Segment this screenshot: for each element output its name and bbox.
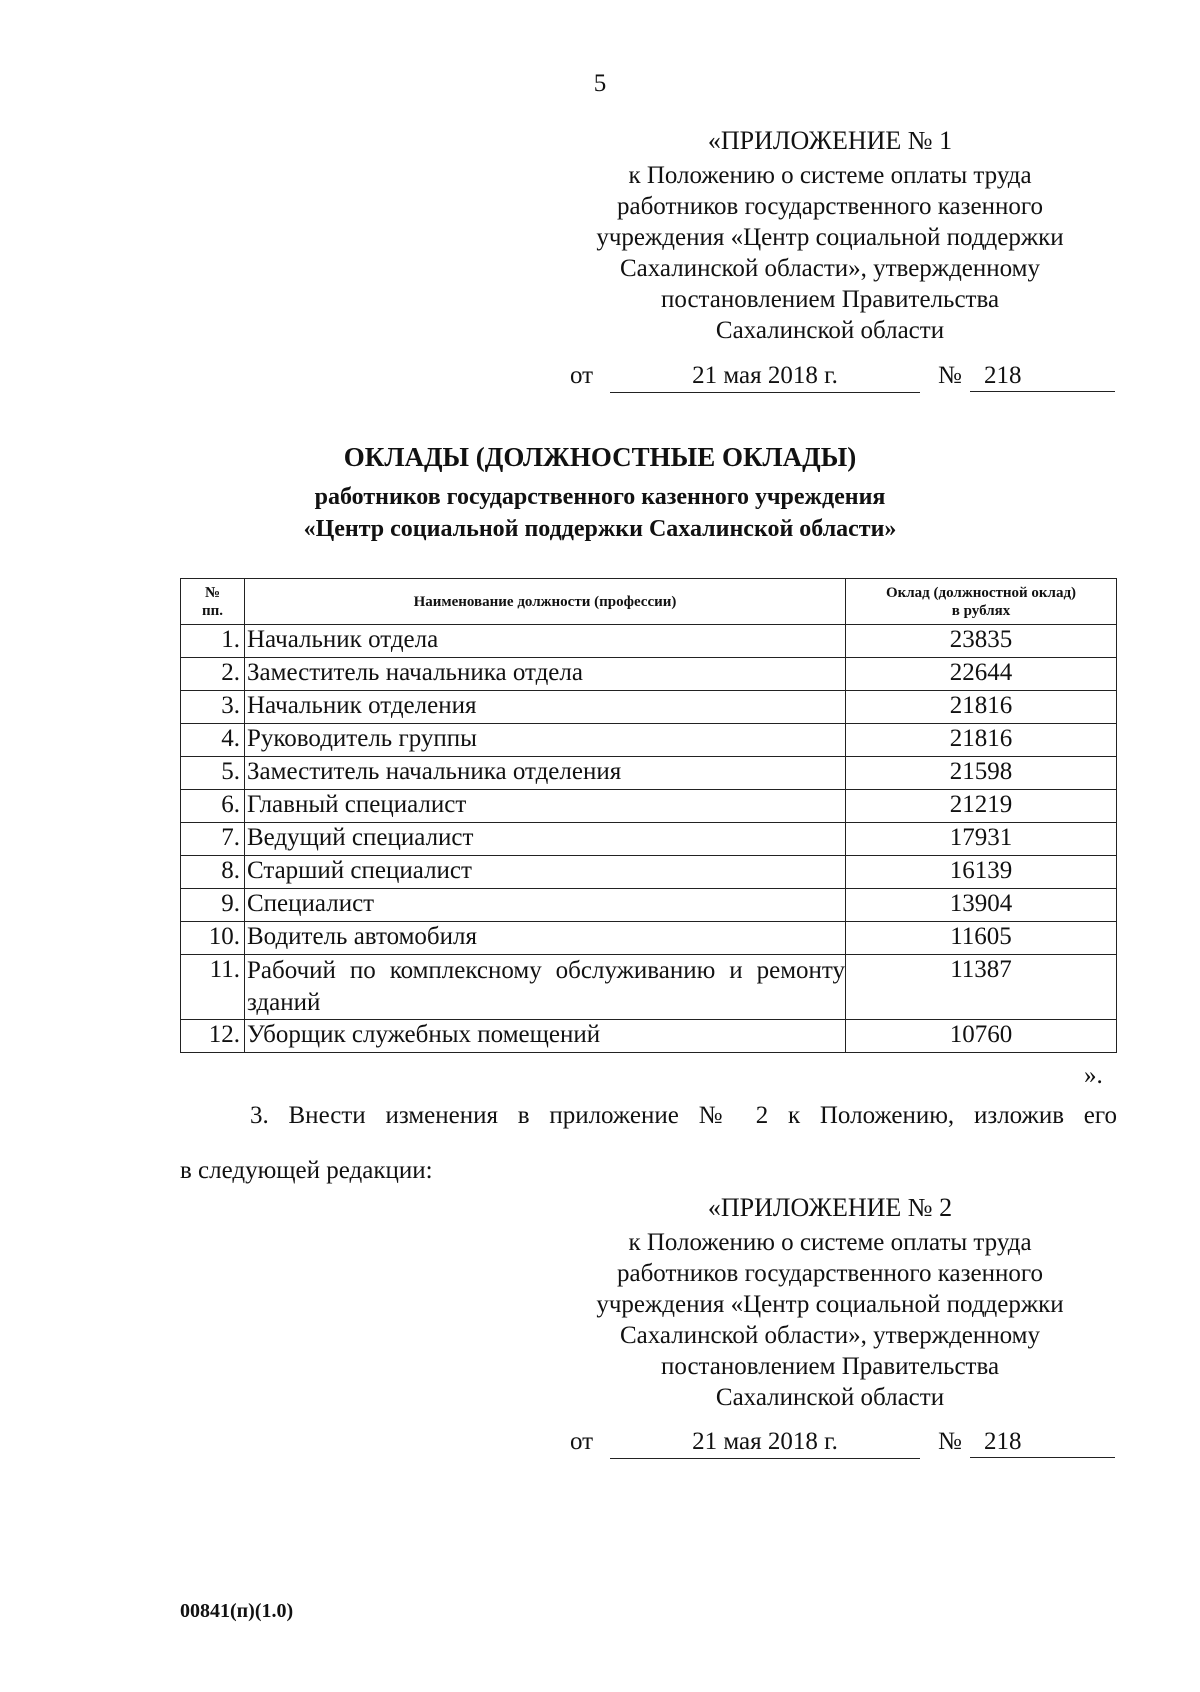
annex-2-line: работников государственного казенного — [616, 1260, 1043, 1287]
table-row — [181, 625, 1117, 658]
salary-value: 21219 — [846, 790, 1117, 823]
table-row — [181, 790, 1117, 823]
table-row — [181, 1020, 1117, 1053]
position-name: Уборщик служебных помещений — [245, 1020, 846, 1053]
annex-1-date-row — [570, 362, 1115, 394]
column-header-number — [181, 579, 245, 625]
annex-1-line: к Положению о системе оплаты труда — [628, 162, 1032, 189]
table-row — [181, 823, 1117, 856]
salary-value: 21816 — [846, 691, 1117, 724]
position-name: Специалист — [245, 889, 846, 922]
salary-value: 11605 — [846, 922, 1117, 955]
position-name: Рабочий по комплексному обслуживанию и ремонту зданий — [245, 955, 846, 1020]
decree-number: 218 — [970, 362, 1115, 392]
header-text: № — [204, 584, 221, 601]
row-number: 9. — [181, 889, 245, 922]
document-subtitle: работников государственного казенного учреждения — [314, 484, 886, 510]
salary-value: 11387 — [846, 955, 1117, 1020]
decree-date: 21 мая 2018 г. — [610, 362, 920, 393]
position-name: Руководитель группы — [245, 724, 846, 757]
salary-value: 21816 — [846, 724, 1117, 757]
decree-number: 218 — [970, 1428, 1115, 1458]
table-row — [181, 724, 1117, 757]
salary-value: 10760 — [846, 1020, 1117, 1053]
row-number: 1. — [181, 625, 245, 658]
salary-table — [180, 578, 1117, 1053]
row-number: 12. — [181, 1020, 245, 1053]
position-name: Заместитель начальника отделения — [245, 757, 846, 790]
document-code: 00841(п)(1.0) — [180, 1600, 294, 1622]
row-number: 10. — [181, 922, 245, 955]
position-name: Ведущий специалист — [245, 823, 846, 856]
annex-1-line: постановлением Правительства — [660, 286, 1000, 313]
document-subtitle: «Центр социальной поддержки Сахалинской области» — [303, 516, 897, 542]
annex-2-line: постановлением Правительства — [660, 1353, 1000, 1380]
column-header-position: Наименование должности (профессии) — [245, 579, 846, 625]
header-text: пп. — [201, 602, 224, 619]
table-row — [181, 856, 1117, 889]
position-name: Главный специалист — [245, 790, 846, 823]
salary-value: 13904 — [846, 889, 1117, 922]
annex-1-line: работников государственного казенного — [616, 193, 1043, 220]
table-row — [181, 955, 1117, 1020]
column-header-salary — [846, 579, 1117, 625]
closing-quote: ». — [1084, 1062, 1103, 1089]
annex-2-line: к Положению о системе оплаты труда — [628, 1229, 1032, 1256]
annex-2-header — [560, 1192, 1100, 1413]
number-sign: № — [938, 1428, 962, 1455]
table-row — [181, 658, 1117, 691]
row-number: 6. — [181, 790, 245, 823]
row-number: 8. — [181, 856, 245, 889]
position-name: Водитель автомобиля — [245, 922, 846, 955]
annex-2-date-row — [570, 1428, 1115, 1460]
table-row — [181, 922, 1117, 955]
position-name: Старший специалист — [245, 856, 846, 889]
header-text: Оклад (должностной оклад) — [885, 584, 1077, 601]
annex-1-line: учреждения «Центр социальной поддержки — [596, 224, 1064, 251]
annex-2-line: учреждения «Центр социальной поддержки — [596, 1291, 1064, 1318]
salary-value: 21598 — [846, 757, 1117, 790]
ot-label: от — [570, 362, 594, 389]
salary-value: 17931 — [846, 823, 1117, 856]
document-title: ОКЛАДЫ (ДОЛЖНОСТНЫЕ ОКЛАДЫ) — [343, 442, 857, 472]
table-row — [181, 757, 1117, 790]
annex-2-line: Сахалинской области», утвержденному — [619, 1322, 1041, 1349]
page-number: 5 — [593, 70, 607, 97]
annex-2-line: Сахалинской области — [715, 1384, 945, 1411]
row-number: 11. — [181, 955, 245, 1020]
amendment-paragraph-continuation: в следующей редакции: — [180, 1157, 433, 1184]
amendment-paragraph: 3. Внести изменения в приложение № 2 к Положению, изложив его — [250, 1102, 1117, 1129]
table-row — [181, 691, 1117, 724]
annex-1-header — [560, 125, 1100, 346]
row-number: 3. — [181, 691, 245, 724]
header-text: в рублях — [951, 602, 1011, 619]
annex-2-title: «ПРИЛОЖЕНИЕ № 2 — [707, 1193, 953, 1222]
position-name: Начальник отделения — [245, 691, 846, 724]
decree-date: 21 мая 2018 г. — [610, 1428, 920, 1459]
annex-1-title: «ПРИЛОЖЕНИЕ № 1 — [707, 126, 953, 155]
salary-value: 22644 — [846, 658, 1117, 691]
position-name: Заместитель начальника отдела — [245, 658, 846, 691]
number-sign: № — [938, 362, 962, 389]
row-number: 4. — [181, 724, 245, 757]
row-number: 5. — [181, 757, 245, 790]
salary-value: 16139 — [846, 856, 1117, 889]
annex-1-line: Сахалинской области — [715, 317, 945, 344]
table-row — [181, 889, 1117, 922]
annex-1-line: Сахалинской области», утвержденному — [619, 255, 1041, 282]
position-name: Начальник отдела — [245, 625, 846, 658]
salary-value: 23835 — [846, 625, 1117, 658]
row-number: 7. — [181, 823, 245, 856]
ot-label: от — [570, 1428, 594, 1455]
table-header-row — [181, 579, 1117, 625]
row-number: 2. — [181, 658, 245, 691]
